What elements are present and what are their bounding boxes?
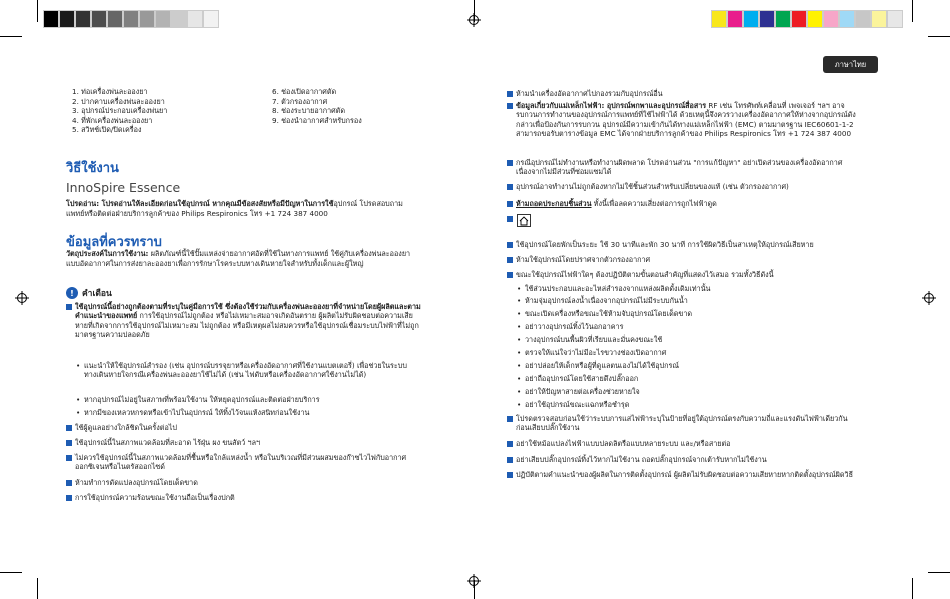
- warning-sub-item: • หากอุปกรณ์ไม่อยู่ในสภาพที่พร้อมใช้งาน ให้หยุดอุปกรณ์และติดต่อฝ่ายบริการ: [76, 395, 414, 404]
- safety-sub-item: • อย่าถืออุปกรณ์โดยใช้สายดึงปลั๊กออก: [517, 374, 845, 383]
- warning-item: ปฏิบัติตามคำแนะนำของผู้ผลิตในการติดตั้งอุปกรณ์ ผู้ผลิตไม่รับผิดชอบต่อความเสียหายหากติดตั้งอุปกรณ์ผิดวิธี: [507, 470, 856, 479]
- registration-mark-icon: [467, 574, 481, 588]
- warning-item: ไม่ควรใช้อุปกรณ์นี้ในสภาพแวดล้อมที่ชื้นหรือใกล้แหล่งน้ำ หรือในบริเวณที่มีส่วนผสมของก๊าซไวไฟกับอากาศ ออกซิเจนหรือไนตรัสออกไซด์: [66, 453, 425, 472]
- safety-sub-item: • ตรวจให้แน่ใจว่าไม่มีอะไรขวางช่องเปิดอากาศ: [517, 348, 845, 357]
- warning-item: ใช้ผู้ดูแลอย่างใกล้ชิดในครั้งต่อไป: [66, 423, 425, 432]
- parts-list-right: [272, 87, 362, 125]
- house-icon: [517, 214, 531, 227]
- safety-sub-item: • วางอุปกรณ์บนพื้นผิวที่เรียบและมั่นคงขณะใช้: [517, 335, 845, 344]
- parts-list-item: 9. ช่องนำอากาศสำหรับกรอง: [272, 115, 362, 125]
- warning-item-bold: ใช้อุปกรณ์นี้อย่างถูกต้องตามที่ระบุในคู่มือการใช้ ซึ่งต้องใช้ร่วมกับเครื่องพ่นละอองยาที่จำหน่ายโดยผู้ผลิตและตามคำแนะนำของแพทย์: [75, 302, 421, 321]
- crop-mark: [912, 578, 913, 599]
- intro-bold: โปรดอ่าน: โปรดอ่านให้ละเอียดก่อนใช้อุปกรณ์ หากคุณมีข้อสงสัยหรือมีปัญหาในการใช้: [66, 199, 334, 208]
- safety-sub-item: • อย่าปล่อยให้เด็กหรือผู้ที่ดูแลตนเองไม่ได้ใช้อุปกรณ์: [517, 361, 845, 370]
- purpose-paragraph: [66, 249, 421, 268]
- warning-item-text: RF เช่น โทรศัพท์เคลื่อนที่ เพจเจอร์ ฯลฯ อาจรบกวนการทำงานของอุปกรณ์การแพทย์ที่ใช้ไฟฟ้าได้ ด้วยเหตุนี้จึงควรวางเครื่องอัดอากาศให้ห่างจากอุปกรณ์ดังกล่าวเพื่อป้องกันการรบกวน อุปกรณ์มีความเข้ากันได้ทางแม่เหล็กไฟฟ้า (EMC) ตามมาตรฐาน IEC60601-1-2 สามารถขอรับตารางข้อมูล EMC ได้จากฝ่ายบริการลูกค้าของ Philips Respironics โทร +1 724 387 4000: [516, 101, 856, 139]
- warning-title: คำเตือน: [82, 289, 112, 299]
- warning-sub-item: • หากมีของเหลวหกรดหรือเข้าไปในอุปกรณ์ ให้ทิ้งไว้จนแห้งสนิทก่อนใช้งาน: [76, 408, 414, 417]
- warning-item: [507, 214, 856, 228]
- warning-item: ห้ามนำเครื่องอัดอากาศไปกองรวมกับอุปกรณ์อื่น: [507, 89, 856, 98]
- product-name: InnoSpire Essence: [66, 180, 181, 195]
- warning-item: ขณะใช้อุปกรณ์ไฟฟ้าใดๆ ต้องปฏิบัติตามขั้นตอนสำคัญที่แสดงไว้เสมอ รวมทั้งวิธีดังนี้: [507, 270, 856, 279]
- parts-list-item: 1. ท่อเครื่องพ่นละอองยา: [72, 87, 148, 96]
- warning-item: [66, 302, 425, 340]
- warning-item-text: การใช้อุปกรณ์ไม่ถูกต้อง หรือไม่เหมาะสมอาจเกิดอันตราย ผู้ผลิตไม่รับผิดชอบต่อความเสียหายที่เกิดจากการใช้อุปกรณ์ไม่เหมาะสม ไม่ถูกต้อง หรือมีเหตุผลไม่สมควรหรือใช้อุปกรณ์เชื่อมระบบไฟฟ้าที่ไม่ถูกมาตรฐานความปลอดภัย: [75, 311, 419, 340]
- parts-list-left: [72, 87, 167, 135]
- registration-mark-icon: [15, 291, 29, 305]
- safety-sub-item: • อย่าวางอุปกรณ์ทิ้งไว้นอกอาคาร: [517, 322, 845, 331]
- warning-item: [507, 101, 856, 139]
- crop-mark: [928, 572, 950, 573]
- registration-mark-icon: [922, 291, 936, 305]
- warning-icon: !: [66, 287, 78, 299]
- safety-sub-item: • ขณะเปิดเครื่องหรือขณะใช้ห้ามจับอุปกรณ์โดยเด็ดขาด: [517, 309, 845, 318]
- warning-heading: [66, 286, 112, 300]
- registration-mark-icon: [467, 13, 481, 27]
- warning-item: ห้ามใช้อุปกรณ์โดยปราศจากตัวกรองอากาศ: [507, 255, 856, 264]
- how-to-use-heading: วิธีใช้งาน: [66, 161, 119, 176]
- parts-list-item: 7. ตัวกรองอากาศ: [272, 96, 328, 106]
- crop-mark: [912, 0, 913, 22]
- parts-list-item: 6. ช่องเปิดอากาศตัด: [272, 87, 337, 96]
- grayscale-bar: [43, 10, 219, 28]
- parts-list-item: 8. ช่องระบายอากาศตัด: [272, 106, 346, 116]
- warning-item-bold: ห้ามถอดประกอบชิ้นส่วน: [516, 199, 592, 208]
- warning-item: ห้ามทำการดัดแปลงอุปกรณ์โดยเด็ดขาด: [66, 478, 425, 487]
- language-tab: ภาษาไทย: [823, 56, 878, 73]
- safety-sub-item: • ใช้ส่วนประกอบและอะไหล่สำรองจากแหล่งผลิตดั้งเดิมเท่านั้น: [517, 284, 845, 293]
- warning-item: อย่าเสียบปลั๊กอุปกรณ์ทิ้งไว้หากไม่ใช้งาน ถอดปลั๊กอุปกรณ์จากเต้ารับหากไม่ใช้งาน: [507, 455, 856, 464]
- warning-item: [507, 199, 856, 208]
- crop-mark: [37, 0, 38, 22]
- intro-text: อุปกรณ์ โปรดสอบถามแพทย์หรือติดต่อฝ่ายบริการลูกค้าของ Philips Respironics โทร +1 724 387 4000: [66, 199, 403, 218]
- warning-item: ใช้อุปกรณ์โดยพักเป็นระยะ ใช้ 30 นาทีและพัก 30 นาที การใช้ผิดวิธีเป็นสาเหตุให้อุปกรณ์เสียหาย: [507, 240, 856, 249]
- safety-sub-item: • อย่าให้ปัญหาสายต่อเครื่องช่วยหายใจ: [517, 387, 845, 396]
- purpose-text: ผลิตภัณฑ์นี้ใช้ปั๊มแหล่งจ่ายอากาศอัดที่ใช้ในทางการแพทย์ ใช้คู่กับเครื่องพ่นละอองยาแบบอัดอากาศในการส่งยาละอองยาเพื่อการรักษาโรคระบบทางเดินหายใจสำหรับทั้งเด็กและผู้ใหญ่: [66, 249, 411, 268]
- safety-sub-item: • ห้ามจุ่มอุปกรณ์ลงน้ำเนื่องจากอุปกรณ์ไม่มีระบบกันน้ำ: [517, 296, 845, 305]
- color-bar: [711, 10, 903, 28]
- warning-item: โปรดตรวจสอบก่อนใช้ว่าระบบการแสไฟฟ้าระบุในป้ายที่อยู่ใต้อุปกรณ์ตรงกับความถี่และแรงดันไฟฟ้าเดียวกันก่อนเสียบปลั๊กใช้งาน: [507, 414, 856, 433]
- warning-item: อย่าใช้หม้อแปลงไฟฟ้าแบบปลดลิตรือแบบหลายระบบ และ/หรือสายต่อ: [507, 439, 856, 448]
- warning-item-text: ทั้งนี้เพื่อลดความเสี่ยงต่อการถูกไฟฟ้าดูด: [591, 199, 717, 208]
- crop-mark: [0, 572, 22, 573]
- warning-item-bold: ข้อมูลเกี่ยวกับแม่เหล็กไฟฟ้า: อุปกรณ์พกพาและอุปกรณ์สื่อสาร: [516, 101, 707, 110]
- parts-list-item: 3. อุปกรณ์ประกอบเครื่องพ่นยา: [72, 106, 168, 116]
- crop-mark: [928, 36, 950, 37]
- warning-item: ใช้อุปกรณ์นี้ในสภาพแวดล้อมที่สะอาด ไร้ฝุ่น ผง ขนสัตว์ ฯลฯ: [66, 438, 425, 447]
- warning-item: การใช้อุปกรณ์ความร้อนขณะใช้งานถือเป็นเรื่องปกติ: [66, 493, 425, 502]
- warning-item: อุปกรณ์อาจทำงานไม่ถูกต้องหากไม่ใช้ชิ้นส่วนสำหรับเปลี่ยนของแท้ (เช่น ตัวกรองอากาศ): [507, 182, 856, 191]
- parts-list-item: 2. ปากคาบเครื่องพ่นละอองยา: [72, 96, 165, 106]
- purpose-bold: วัตถุประสงค์ในการใช้งาน:: [66, 249, 149, 258]
- info-heading: ข้อมูลที่ควรทราบ: [66, 235, 162, 250]
- parts-list-item: 5. สวิทช์เปิด/ปิดเครื่อง: [72, 125, 142, 135]
- crop-mark: [37, 578, 38, 599]
- parts-list-item: 4. ที่พักเครื่องพ่นละอองยา: [72, 115, 153, 125]
- intro-paragraph: [66, 199, 421, 218]
- safety-sub-item: • อย่าใช้อุปกรณ์ขณะแฉกหรือชำรุด: [517, 400, 845, 409]
- crop-mark: [0, 36, 22, 37]
- warning-sub-item: • แนะนำให้ใช้อุปกรณ์สำรอง (เช่น อุปกรณ์บรรจุยาหรือเครื่องอัดอากาศที่ใช้งานแบตเตอรี่) เพื่อช่วยในระบบทางเดินหายใจกรณีเครื่องพ่นละอองยาใช้ไม่ได้ (เช่น ไฟดับหรือเครื่องอัดอากาศใช้งานไม่ได้): [76, 361, 414, 380]
- warning-item: กรณีอุปกรณ์ไม่ทำงานหรือทำงานผิดพลาด โปรดอ่านส่วน "การแก้ปัญหา" อย่าเปิดส่วนของเครื่องอัดอากาศเนื่องจากไม่มีส่วนที่ซ่อมแซมได้: [507, 158, 856, 177]
